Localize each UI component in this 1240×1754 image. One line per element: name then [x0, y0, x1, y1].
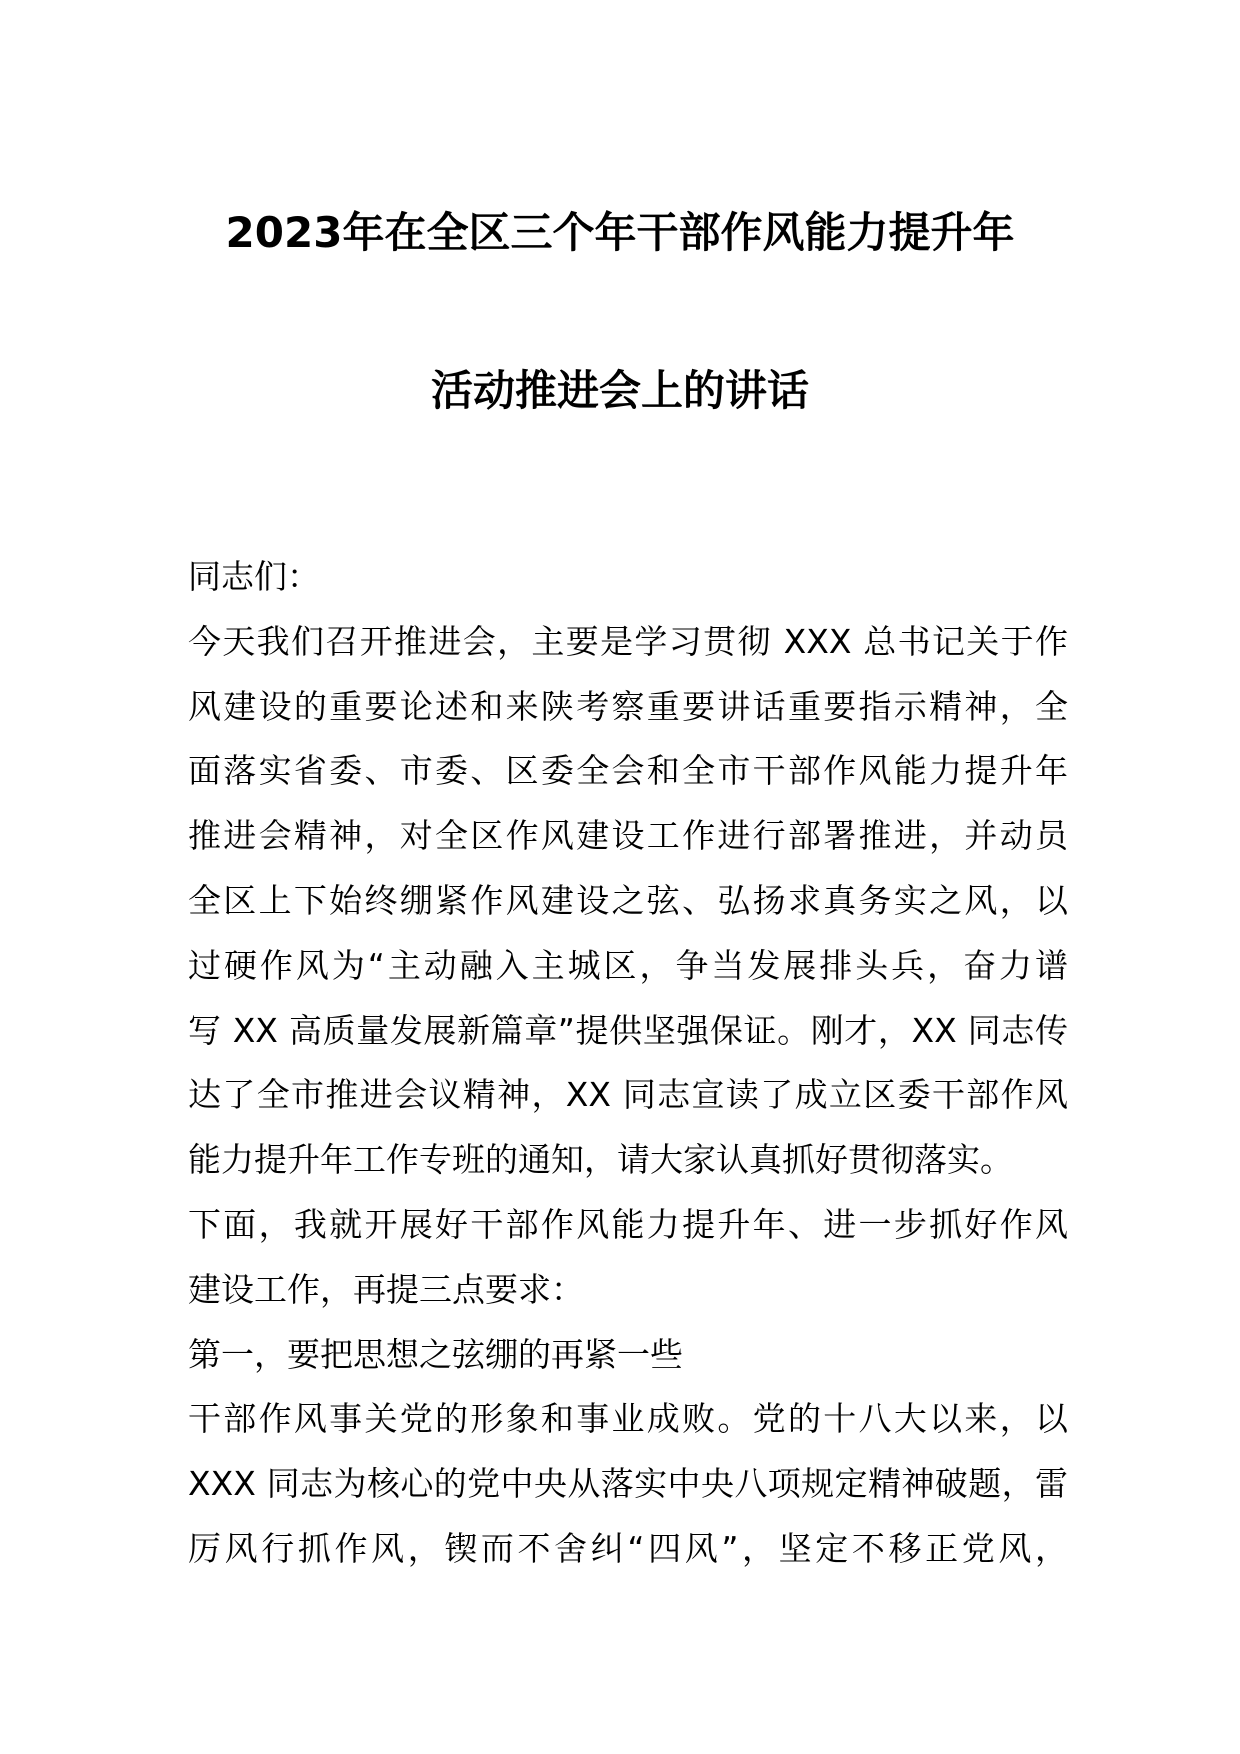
body-line: 同志们：	[188, 557, 320, 596]
body-line: 推进会精神，对全区作风建设工作进行部署推进，并动员	[188, 816, 1068, 856]
document-body	[188, 545, 1068, 1582]
document-title-line-2: 活动推进会上的讲话	[430, 366, 809, 415]
body-line: 建设工作，再提三点要求：	[188, 1269, 584, 1309]
body-line: 下面，我就开展好干部作风能力提升年、进一步抓好作风	[188, 1204, 1068, 1244]
document-title-line-1: 2023年在全区三个年干部作风能力提升年	[225, 208, 1015, 257]
body-line: 第一，要把思想之弦绷的再紧一些	[188, 1334, 683, 1374]
body-line: 干部作风事关党的形象和事业成败。党的十八大以来，以	[188, 1399, 1068, 1439]
body-line: 风建设的重要论述和来陕考察重要讲话重要指示精神，全	[188, 686, 1068, 726]
body-line: 面落实省委、市委、区委全会和全市干部作风能力提升年	[188, 751, 1068, 791]
body-line: 过硬作风为“主动融入主城区，争当发展排头兵，奋力谱	[188, 945, 1068, 985]
body-line: 达了全市推进会议精神，XX 同志宣读了成立区委干部作风	[188, 1075, 1068, 1115]
body-line: XXX 同志为核心的党中央从落实中央八项规定精神破题，雷	[188, 1464, 1068, 1504]
body-line: 能力提升年工作专班的通知，请大家认真抓好贯彻落实。	[188, 1140, 1013, 1180]
body-line: 写 XX 高质量发展新篇章”提供坚强保证。刚才，XX 同志传	[188, 1010, 1068, 1050]
body-line: 全区上下始终绷紧作风建设之弦、弘扬求真务实之风，以	[188, 880, 1068, 920]
body-line: 今天我们召开推进会，主要是学习贯彻 XXX 总书记关于作	[188, 621, 1068, 661]
body-line: 厉风行抓作风，锲而不舍纠“四风”，坚定不移正党风，	[188, 1528, 1068, 1568]
